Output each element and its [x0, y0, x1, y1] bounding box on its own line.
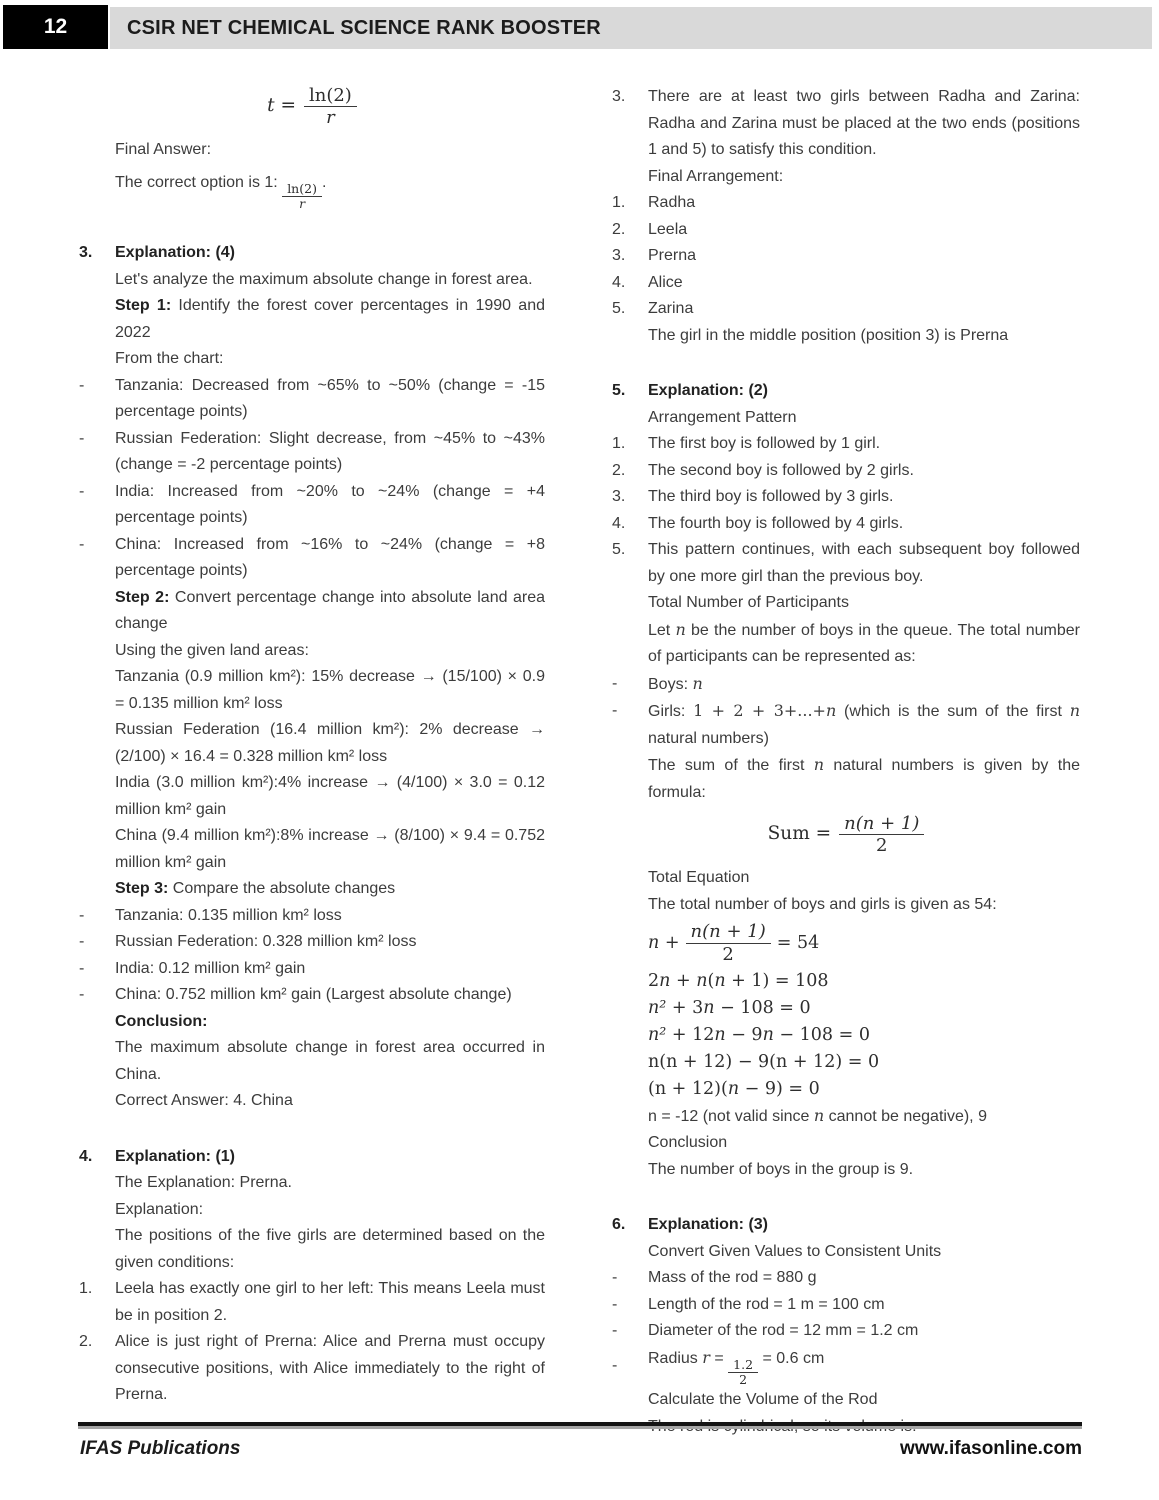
- list-item: [79, 426, 545, 479]
- paragraph: Total Number of Participants: [648, 594, 849, 611]
- conclusion-heading: Conclusion:: [115, 1012, 208, 1030]
- final-answer-label: Final Answer:: [115, 141, 212, 159]
- list-marker: -: [612, 1295, 618, 1313]
- page-number: 12: [43, 15, 68, 38]
- list-text: Leela: [648, 220, 688, 238]
- numbered-item: [612, 84, 1080, 164]
- section-title: Explanation: (1): [115, 1147, 236, 1165]
- list-text: Length of the rod = 1 m = 100 cm: [648, 1295, 885, 1313]
- equation-5: n(n + 12) − 9(n + 12) = 0: [648, 1051, 880, 1072]
- equation-pre: n +: [648, 932, 680, 953]
- list-item: [79, 982, 545, 1009]
- paragraph: The Explanation: Prerna.: [115, 1174, 292, 1192]
- paragraph: From the chart:: [115, 350, 224, 368]
- list-text: The third boy is followed by 3 girls.: [648, 488, 894, 505]
- formula-lhs: Sum =: [767, 823, 832, 845]
- list-item: [79, 373, 545, 426]
- list-text: Radha: [648, 194, 696, 211]
- page-title: CSIR NET CHEMICAL SCIENCE RANK BOOSTER: [127, 16, 601, 39]
- correct-option-text: The correct option is 1:: [115, 173, 283, 191]
- list-marker: -: [79, 429, 85, 447]
- numbered-item: [612, 431, 1080, 458]
- paragraph: Correct Answer: 4. China: [115, 1092, 293, 1110]
- paragraph: Russian Federation (16.4 million km²): 2% decrease → (2/100) × 16.4 = 0.328 million km² loss: [115, 721, 545, 765]
- list-marker: 3.: [612, 88, 626, 105]
- numbered-item: [612, 484, 1080, 511]
- right-column: [612, 84, 1080, 1440]
- page-number-box: [3, 5, 108, 49]
- correct-option-line: [115, 164, 545, 211]
- section-number: 5.: [612, 382, 626, 399]
- equation-1: [648, 918, 1080, 967]
- equation-2: 2n + n(n + 1) = 108: [648, 970, 829, 991]
- list-marker: -: [612, 1356, 618, 1374]
- list-item: [79, 903, 545, 930]
- section-number: 3.: [79, 244, 93, 262]
- list-text: Alice is just right of Prerna: Alice and Prerna must occupy consecutive positions, with Alice immediately to the right of Prerna.: [115, 1333, 545, 1404]
- list-marker: -: [79, 986, 85, 1004]
- numbered-item: [612, 190, 1080, 217]
- list-text: The second boy is followed by 2 girls.: [648, 461, 914, 479]
- list-marker: 1.: [612, 435, 626, 452]
- paragraph: Arrangement Pattern: [648, 408, 797, 426]
- paragraph: Tanzania (0.9 million km²): 15% decrease → (15/100) × 0.9 = 0.135 million km² loss: [115, 668, 545, 712]
- fraction: $\frac{\ln(2)}{r}$: [282, 182, 322, 211]
- list-marker: 2.: [79, 1333, 93, 1351]
- numbered-item: [612, 537, 1080, 590]
- left-column: [79, 78, 545, 1409]
- list-marker: 5.: [612, 541, 626, 558]
- section-number: 6.: [612, 1216, 626, 1234]
- section-header-3: [79, 240, 545, 267]
- list-marker: 2.: [612, 461, 626, 479]
- formula-sum: [612, 806, 1080, 865]
- paragraph: Step 2: Convert percentage change into absolute land area change: [115, 588, 546, 633]
- numbered-item: [612, 296, 1080, 323]
- list-marker: -: [612, 702, 618, 719]
- numbered-item: [612, 217, 1080, 244]
- list-text: Mass of the rod = 880 g: [648, 1269, 817, 1287]
- list-marker: -: [79, 535, 85, 553]
- section-title: Explanation: (3): [648, 1216, 769, 1234]
- paragraph: n = -12 (not valid since n cannot be negative), 9: [648, 1105, 987, 1125]
- paragraph: The rod is cylindrical, so its volume is:: [648, 1417, 917, 1435]
- formula-halflife: [79, 78, 545, 137]
- list-marker: 4.: [612, 514, 626, 532]
- paragraph: The girl in the middle position (position 3) is Prerna: [648, 326, 1009, 344]
- paragraph: Calculate the Volume of the Rod: [648, 1391, 878, 1409]
- list-text: This pattern continues, with each subsequent boy followed by one more girl than the previous boy.: [648, 541, 1080, 585]
- list-marker: 3.: [612, 488, 626, 505]
- paragraph: The number of boys in the group is 9.: [648, 1160, 914, 1178]
- list-item: [612, 1292, 1080, 1319]
- list-text: The first boy is followed by 1 girl.: [648, 435, 881, 452]
- list-marker: -: [79, 482, 85, 500]
- fraction: $\frac{1.2}{2}$: [728, 1358, 758, 1387]
- list-item: [79, 956, 545, 983]
- list-marker: 1.: [612, 194, 626, 211]
- list-text: Russian Federation: 0.328 million km² loss: [115, 933, 417, 951]
- list-marker: 1.: [79, 1280, 93, 1298]
- footer-rule: [78, 1422, 1082, 1429]
- list-text: There are at least two girls between Radha and Zarina: Radha and Zarina must be placed at the two ends (positions 1 and 5) to satisfy this condition.: [648, 88, 1080, 158]
- paragraph: Let's analyze the maximum absolute change in forest area.: [115, 270, 533, 288]
- list-text: Zarina: [648, 300, 694, 317]
- list-item: [612, 1345, 1080, 1387]
- list-text: [648, 1345, 1080, 1387]
- list-text: Boys: n: [648, 673, 703, 693]
- paragraph: Total Equation: [648, 869, 750, 887]
- paragraph: China (9.4 million km²):8% increase → (8/100) × 9.4 = 0.752 million km² gain: [115, 827, 545, 871]
- list-item: [79, 532, 545, 585]
- paragraph: Step 3: Compare the absolute changes: [115, 880, 396, 898]
- equation-3: n² + 3n − 108 = 0: [648, 997, 811, 1018]
- paragraph: The maximum absolute change in forest area occurred in China.: [115, 1039, 545, 1083]
- list-marker: -: [79, 906, 85, 924]
- list-text: Prerna: [648, 247, 697, 264]
- list-marker: -: [612, 1322, 618, 1340]
- paragraph: Final Arrangement:: [648, 167, 784, 185]
- list-marker: 4.: [612, 273, 626, 291]
- footer: [80, 1438, 1082, 1460]
- list-text: Tanzania: 0.135 million km² loss: [115, 906, 342, 924]
- radius-pre: Radius r =: [648, 1347, 729, 1367]
- numbered-item: [612, 511, 1080, 538]
- fraction: $\frac{n(n + 1)}{2}$: [686, 921, 771, 964]
- list-marker: 2.: [612, 220, 626, 238]
- conclusion-heading: Conclusion: [648, 1134, 728, 1152]
- paragraph: Step 1: Identify the forest cover percentages in 1990 and 2022: [115, 297, 545, 341]
- radius-post: = 0.6 cm: [758, 1349, 825, 1367]
- publisher-name: IFAS Publications: [80, 1438, 241, 1459]
- website-link: www.ifasonline.com: [900, 1438, 1082, 1459]
- list-item: [79, 929, 545, 956]
- list-item: [612, 1265, 1080, 1292]
- paragraph: The sum of the first n natural numbers is given by the formula:: [648, 755, 1080, 801]
- list-text: Russian Federation: Slight decrease, from ~45% to ~43% (change = -2 percentage points): [115, 429, 545, 474]
- list-item: [612, 1318, 1080, 1345]
- period: .: [321, 173, 327, 191]
- formula-lhs: t =: [267, 95, 296, 117]
- equation-4: n² + 12n − 9n − 108 = 0: [648, 1024, 870, 1045]
- list-item: [612, 671, 1080, 699]
- equation-6: (n + 12)(n − 9) = 0: [648, 1078, 820, 1099]
- paragraph: Convert Given Values to Consistent Units: [648, 1242, 942, 1260]
- paragraph: Explanation:: [115, 1200, 204, 1218]
- list-text: Diameter of the rod = 12 mm = 1.2 cm: [648, 1322, 919, 1340]
- list-marker: 5.: [612, 300, 626, 317]
- list-text: Alice: [648, 273, 683, 291]
- list-text: China: Increased from ~16% to ~24% (change = +8 percentage points): [115, 535, 545, 580]
- section-header-6: [612, 1212, 1080, 1239]
- numbered-item: [612, 458, 1080, 485]
- paragraph: India (3.0 million km²):4% increase → (4/100) × 3.0 = 0.12 million km² gain: [115, 774, 545, 818]
- list-marker: -: [79, 376, 85, 394]
- section-number: 4.: [79, 1147, 93, 1165]
- numbered-item: [612, 270, 1080, 297]
- list-text: Leela has exactly one girl to her left: This means Leela must be in position 2.: [115, 1280, 545, 1324]
- header-title-bar: [110, 7, 1152, 49]
- section-header-5: [612, 378, 1080, 405]
- section-title: Explanation: (4): [115, 244, 236, 262]
- section-title: Explanation: (2): [648, 382, 769, 399]
- list-marker: -: [612, 1269, 618, 1287]
- section-header-4: [79, 1144, 545, 1171]
- paragraph: The total number of boys and girls is given as 54:: [648, 895, 997, 913]
- equation-post: = 54: [776, 932, 820, 953]
- list-text: The fourth boy is followed by 4 girls.: [648, 514, 904, 532]
- paragraph: The positions of the five girls are determined based on the given conditions:: [115, 1227, 545, 1271]
- list-item: [79, 479, 545, 532]
- list-text: China: 0.752 million km² gain (Largest absolute change): [115, 986, 512, 1004]
- paragraph: Using the given land areas:: [115, 641, 309, 659]
- list-marker: -: [612, 674, 618, 692]
- list-text: India: 0.12 million km² gain: [115, 959, 306, 977]
- list-item: [612, 698, 1080, 752]
- list-marker: 3.: [612, 247, 626, 264]
- numbered-item: [79, 1276, 545, 1329]
- fraction: $\frac{\ln(2)}{r}$: [304, 85, 357, 128]
- numbered-item: [79, 1329, 545, 1409]
- list-text: India: Increased from ~20% to ~24% (change = +4 percentage points): [115, 482, 545, 527]
- list-marker: -: [79, 933, 85, 951]
- list-text: Girls: 1 + 2 + 3+...+n (which is the sum of the first n natural numbers): [648, 701, 1080, 747]
- numbered-item: [612, 243, 1080, 270]
- list-text: Tanzania: Decreased from ~65% to ~50% (change = -15 percentage points): [115, 376, 545, 421]
- fraction: $\frac{n(n + 1)}{2}$: [839, 813, 924, 856]
- list-marker: -: [79, 959, 85, 977]
- paragraph: Let n be the number of boys in the queue. The total number of participants can be represented as:: [648, 619, 1081, 665]
